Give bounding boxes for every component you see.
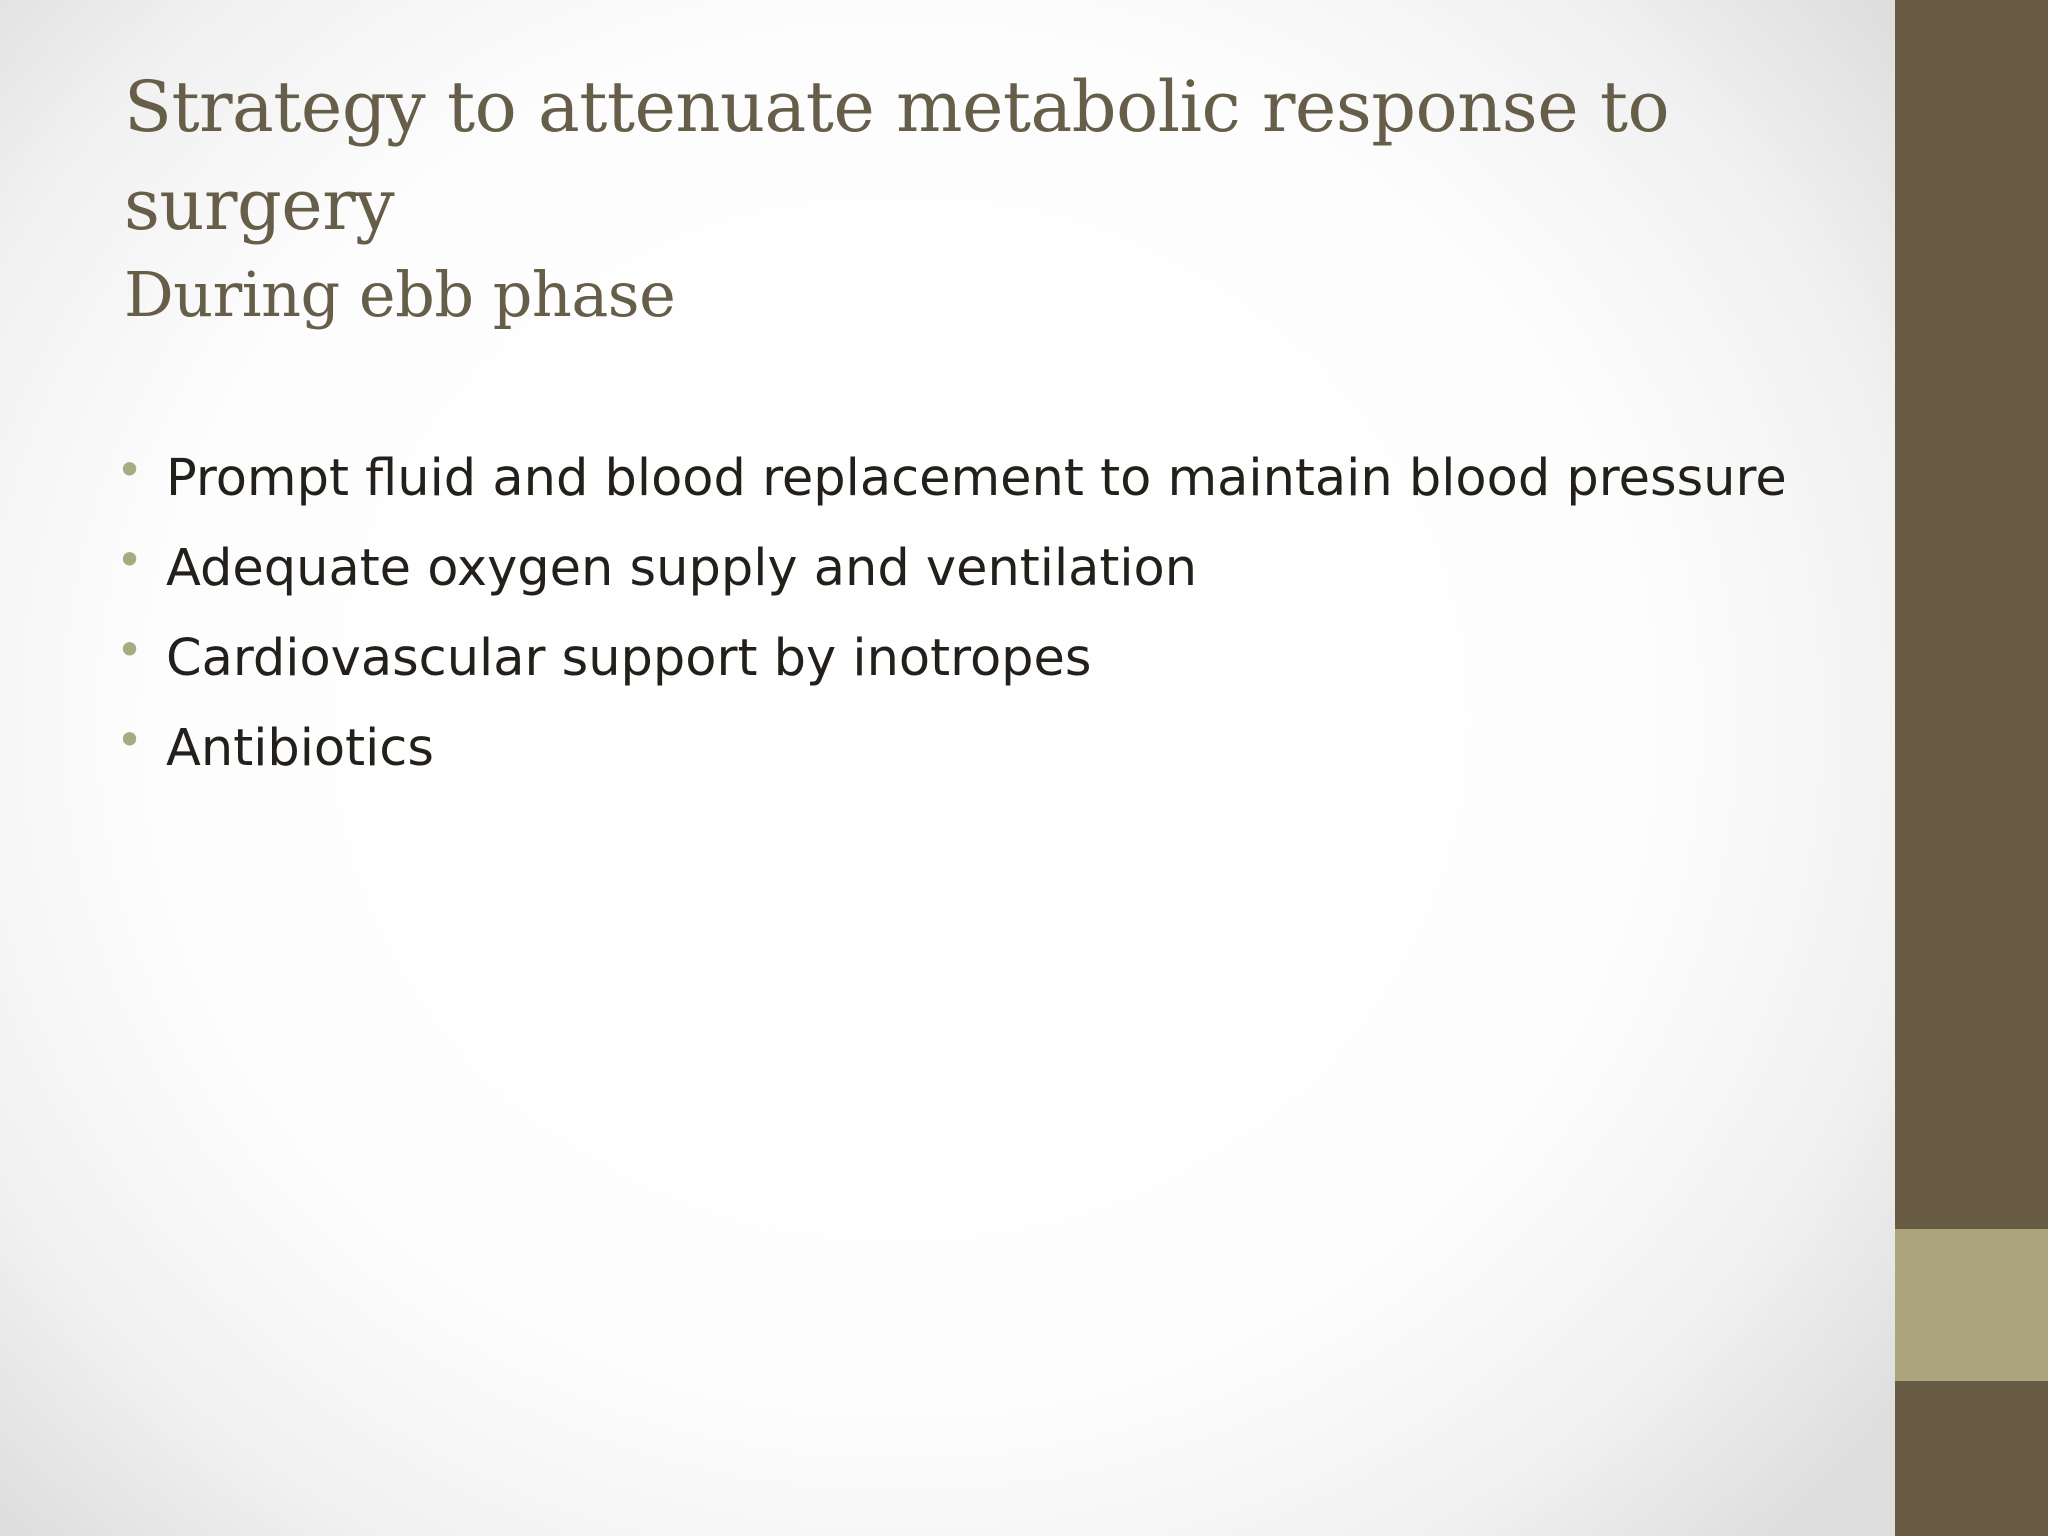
bullet-text: Adequate oxygen supply and ventilation xyxy=(166,539,1198,598)
bullet-text: Prompt fluid and blood replacement to maintain blood pressure xyxy=(166,449,1787,508)
slide-subtitle: During ebb phase xyxy=(124,258,676,331)
side-accent-block xyxy=(1895,1229,2048,1381)
bullet-dot-icon: • xyxy=(116,713,144,767)
slide-title: Strategy to attenuate metabolic response to surgery xyxy=(124,66,1670,246)
title-block xyxy=(124,58,1824,338)
bullet-item xyxy=(112,621,1812,697)
bullet-dot-icon: • xyxy=(116,533,144,587)
bullet-dot-icon: • xyxy=(116,443,144,497)
bullet-item xyxy=(112,441,1812,517)
bullet-list xyxy=(112,441,1812,801)
bullet-item xyxy=(112,711,1812,787)
bullet-dot-icon: • xyxy=(116,623,144,677)
bullet-text: Cardiovascular support by inotropes xyxy=(166,629,1092,688)
bullet-text: Antibiotics xyxy=(166,719,434,778)
bullet-item xyxy=(112,531,1812,607)
